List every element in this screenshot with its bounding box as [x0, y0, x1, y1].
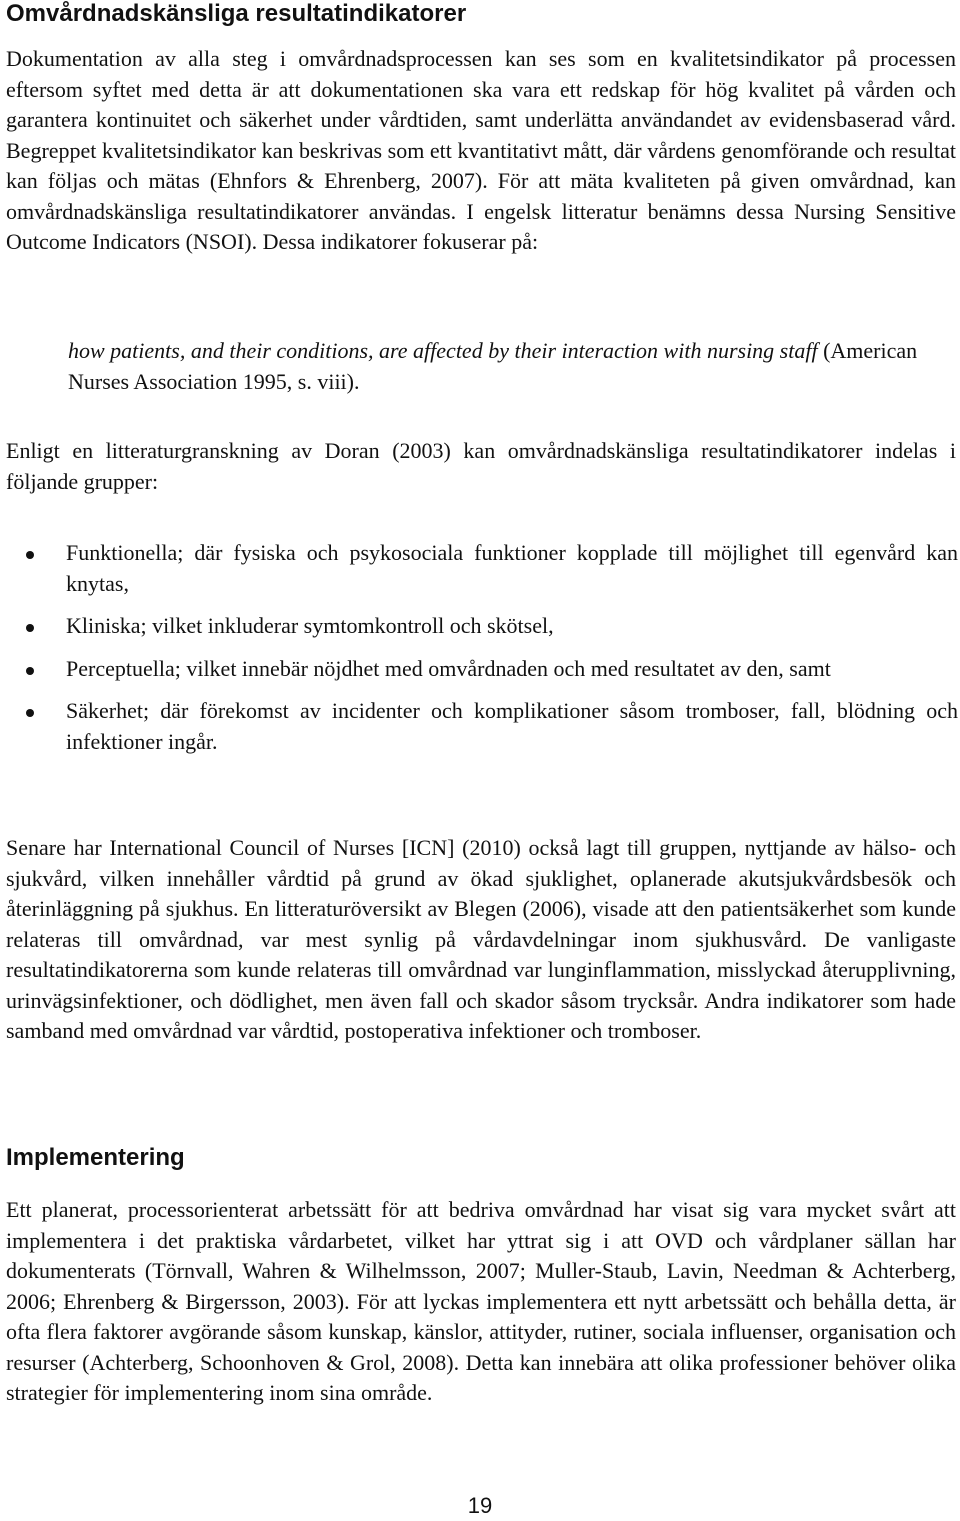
paragraph-implementation: Ett planerat, processorienterat arbetssätt för att bedriva omvårdnad har visat sig vara mycket svårt att implementera i det praktiska vårdarbetet, vilket har yttrat sig i att OVD och vårdplaner sällan har dokumenterats (Törnvall, Wahren & Wilhelmsson, 2007; Muller-Staub, Lavin, Needman & Achterberg, 2006; Ehrenberg & Birgersson, 2003). För att lyckas implementera ett nytt arbetssätt och behålla detta, är ofta flera faktorer avgörande såsom kunskap, känslor, attityder, rutiner, sociala influenser, organisation och resurser (Achterberg, Schoonhoven & Grol, 2008). Detta kan innebära att olika professioner behöver olika strategier för implementering inom sina område. [6, 1197, 956, 1405]
section-heading-implementation: Implementering [6, 1144, 185, 1171]
list-item [6, 538, 958, 599]
quote-citation: (American Nurses Association 1995, s. viii). [68, 338, 918, 394]
block-quote [68, 336, 928, 397]
bullet-icon [26, 709, 34, 717]
list-item-text: Kliniska; vilket inkluderar symtomkontroll och skötsel, [66, 613, 554, 638]
list-item [6, 696, 958, 757]
bullet-icon [26, 551, 34, 559]
page-number: 19 [467, 1493, 493, 1518]
paragraph-icn-blegen: Senare har International Council of Nurses [ICN] (2010) också lagt till gruppen, nyttjande av hälso- och sjukvård, vilken innehåller vårdtid på grund av ökad sjuklighet, oplanerade akutsjukvårdsbesök och återinläggning på sjukhus. En litteraturöversikt av Blegen (2006), visade att den patientsäkerhet som kunde relateras till omvårdnad, var mest synlig på vårdavdelningar inom sjukhusvård. De vanligaste resultatindikatorerna som kunde relateras till omvårdnad var lunginflammation, misslyckad återupplivning, urinvägsinfektioner, och dödlighet, men även fall och skador såsom trycksår. Andra indikatorer som hade samband med omvårdnad var vårdtid, postoperativa infektioner och tromboser. [6, 835, 956, 1043]
list-item [6, 611, 958, 642]
bullet-icon [26, 667, 34, 675]
section-heading-quality-indicators: Omvårdnadskänsliga resultatindikatorer [6, 0, 467, 27]
list-item-text: Perceptuella; vilket innebär nöjdhet med omvårdnaden och med resultatet av den, samt [66, 655, 831, 681]
quote-text: how patients, and their conditions, are affected by their interaction with nursing staff [68, 338, 818, 363]
list-item-text: Säkerhet; där förekomst av incidenter och komplikationer såsom tromboser, fall, blödning och infektioner ingår. [66, 698, 958, 754]
paragraph-documentation-quality: Dokumentation av alla steg i omvårdnadsprocessen kan ses som en kvalitetsindikator på processen eftersom syftet med detta är att dokumentationen ska vara ett redskap för hög kvalitet på vården och garantera kontinuitet och säkerhet under vårdtiden, samt underlätta användandet av evidensbaserad vård. Begreppet kvalitetsindikator kan beskrivas som ett kvantitativt mått, där vårdens genomförande och resultat kan följas och mätas (Ehnfors & Ehrenberg, 2007). För att mäta kvaliteten på given omvårdnad, kan omvårdnadskänsliga resultatindikatorer användas. I engelsk litteratur benämns dessa Nursing Sensitive Outcome Indicators (NSOI). Dessa indikatorer fokuserar på: [6, 46, 956, 254]
indicator-group-list [6, 538, 958, 769]
list-item [6, 654, 958, 685]
paragraph-doran-groups: Enligt en litteraturgranskning av Doran (2003) kan omvårdnadskänsliga resultatindikatorer indelas i följande grupper: [6, 438, 956, 494]
bullet-icon [26, 624, 34, 632]
list-item-text: Funktionella; där fysiska och psykosociala funktioner kopplade till möjlighet till egenvård kan knytas, [66, 540, 958, 596]
